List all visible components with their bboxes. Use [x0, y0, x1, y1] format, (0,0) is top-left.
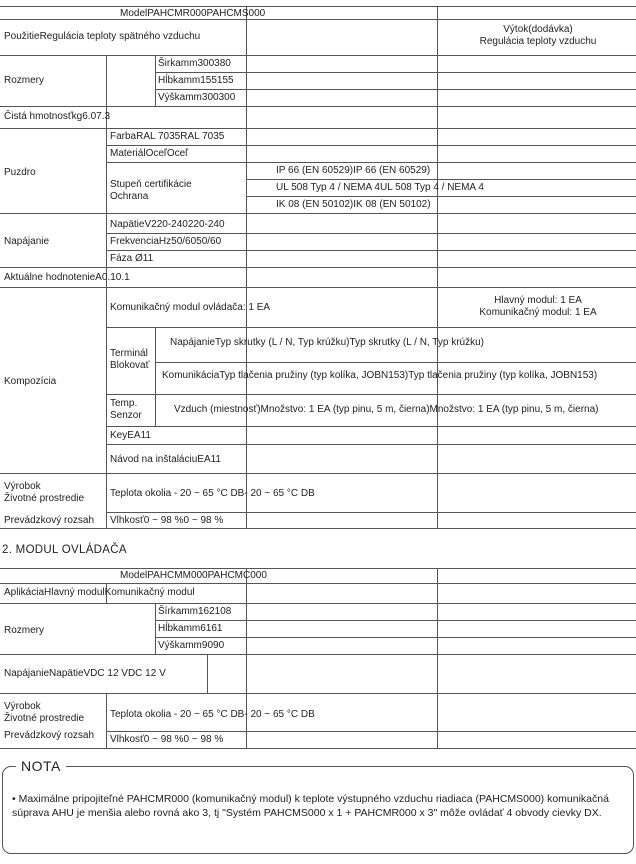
- nota-title: NOTA: [16, 758, 66, 774]
- table1-env-label: Výrobok: [4, 481, 41, 492]
- table2-env-label: Výrobok: [4, 701, 41, 712]
- table1-composition-label: Kompozícia: [4, 376, 57, 387]
- table1-phase: Fáza Ø11: [110, 253, 154, 264]
- table1-humidity: Vlhkosť0 ~ 98 %0 ~ 98 %: [110, 515, 224, 526]
- table2-dimensions-label: Rozmery: [4, 625, 45, 636]
- table1-model-header: ModelPAHCMR000PAHCMS000: [120, 8, 266, 19]
- table1-env-sublabel: Životné prostredie: [4, 493, 85, 504]
- table1-usage-label: PoužitieRegulácia teploty spätného vzduchu: [4, 31, 201, 42]
- table1-terminal-power: NapájanieTyp skrutky (L / N, Typ krúžku)Typ skrutky (L / N, Typ krúžku): [170, 337, 484, 348]
- table1-sensor-value: Vzduch (miestnosť)Množstvo: 1 EA (typ pinu, 5 m, čierna)Množstvo: 1 EA (typ pinu, 5 m, čierna): [174, 404, 599, 415]
- table1-height: Výškamm300300: [158, 92, 236, 103]
- table1-env-range-label: Prevádzkový rozsah: [4, 515, 95, 526]
- table1-color: FarbaRAL 7035RAL 7035: [110, 131, 225, 142]
- section2-heading: 2. MODUL OVLÁDAČA: [2, 544, 127, 556]
- table1-manual: Návod na inštaláciuEA11: [110, 454, 221, 465]
- table1-terminal-comm: KomunikáciaTyp tlačenia pružiny (typ kolíka, JOBN153)Typ tlačenia pružiny (typ kolíka, JOBN153): [162, 370, 598, 381]
- table1-usage-air-control: Regulácia teploty vzduchu: [479, 36, 597, 47]
- table2-height: Výškamm9090: [158, 640, 225, 651]
- table1-protection-label: Stupeň certifikácie: [110, 179, 192, 190]
- table1-main-module: Hlavný modul: 1 EA: [494, 295, 582, 306]
- table1-frequency: FrekvenciaHz50/6050/60: [110, 236, 222, 247]
- table2-temperature: Teplota okolia - 20 ~ 65 °C DB- 20 ~ 65 °C DB: [110, 709, 315, 720]
- table1-sensor-label: Temp.: [110, 398, 138, 409]
- table1-protection-ik: IK 08 (EN 50102)IK 08 (EN 50102): [276, 199, 431, 210]
- table2-application: AplikáciaHlavný modulKomunikačný modul: [4, 587, 195, 598]
- table1-dimensions-label: Rozmery: [4, 75, 45, 86]
- table2-humidity: Vlhkosť0 ~ 98 %0 ~ 98 %: [110, 734, 224, 745]
- table1-net-weight: Čistá hmotnosťkg6.07.3: [4, 111, 111, 122]
- table1-power-label: Napájanie: [4, 236, 50, 247]
- table1-sensor-sublabel: Senzor: [110, 410, 142, 421]
- table1-usage-outlet: Výtok(dodávka): [503, 24, 573, 35]
- table2-env-sublabel: Životné prostredie: [4, 713, 85, 724]
- table1-terminal-label: Terminál: [110, 348, 148, 359]
- table1-width: Širkamm300380: [158, 58, 231, 69]
- table1-depth: Hĺbkamm155155: [158, 75, 234, 86]
- table2-env-range-label: Prevádzkový rozsah: [4, 730, 95, 741]
- table2-depth: Hĺbkamm6161: [158, 623, 223, 634]
- table2-width: Šírkamm162108: [158, 606, 232, 617]
- table1-key: KeyEA11: [110, 430, 151, 441]
- table1-housing-label: Puzdro: [4, 167, 36, 178]
- table1-temperature: Teplota okolia - 20 ~ 65 °C DB- 20 ~ 65 °C DB: [110, 488, 315, 499]
- table1-comm-module: Komunikačný modul ovládača: 1 EA: [110, 302, 271, 313]
- table2-power: NapájanieNapätieVDC 12 VDC 12 V: [4, 668, 166, 679]
- table2-model-header: ModelPAHCMM000PAHCMC000: [120, 570, 267, 581]
- table1-voltage: NapätieV220-240220-240: [110, 219, 225, 230]
- table1-protection-sublabel: Ochrana: [110, 191, 149, 202]
- table1-protection-ul: UL 508 Typ 4 / NEMA 4UL 508 Typ 4 / NEMA 4: [276, 182, 484, 193]
- table1-protection-ip: IP 66 (EN 60529)IP 66 (EN 60529): [276, 165, 431, 176]
- table1-rating: Aktuálne hodnotenieA0.10.1: [4, 272, 130, 283]
- nota-text: • Maximálne pripojiteľné PAHCMR000 (komunikačný modul) k teplote výstupného vzduchu riadiaca (PAHCMS000) komunikačná súprava AHU je menšia alebo rovná ako 3, tj "Systém PAHCMS000 x 1 + PAHCMR000 x 3" môže ovládať 4 obvody cievky DX.: [12, 793, 609, 819]
- table1-terminal-sublabel: Blokovať: [110, 360, 150, 371]
- table1-material: MateriálOceľOceľ: [110, 148, 189, 159]
- table1-comm-module-count: Komunikačný modul: 1 EA: [479, 307, 597, 318]
